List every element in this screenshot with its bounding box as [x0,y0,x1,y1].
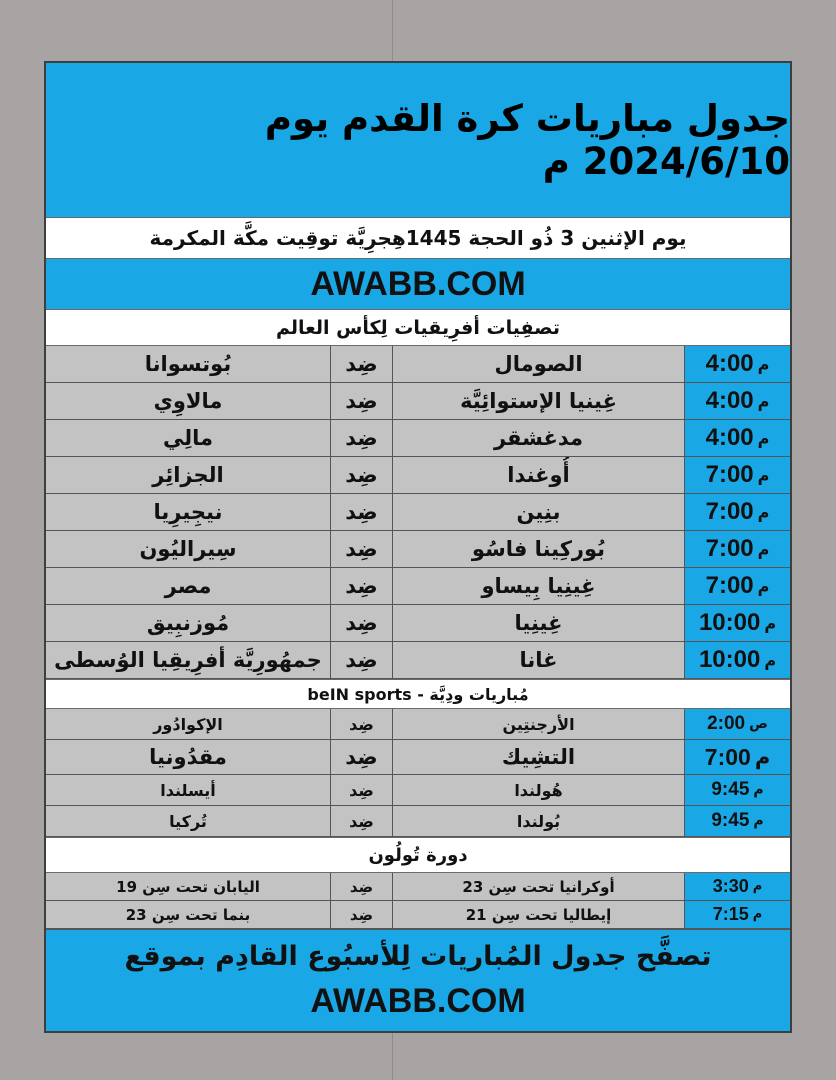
time-period: م [764,613,777,633]
versus-label: ضِد [330,806,392,836]
time-value: 4:00 [705,424,754,451]
away-team: مصر [164,574,212,598]
home-team: التشِيك [392,740,684,774]
time-period: م [757,539,770,559]
site-banner[interactable]: AWABB.COM [46,259,790,309]
time-value: 9:45 [711,810,750,831]
time-value: 7:00 [704,743,751,770]
away-team: نيجِيرِيا [153,500,223,524]
time-value: 2:00 [707,713,746,734]
section-friendlies [46,709,790,837]
versus-label: ضِد [330,420,392,456]
schedule-sheet [44,61,792,1033]
versus-label: ضِد [330,346,392,382]
match-time [684,568,790,604]
match-row [46,901,790,929]
time-period: م [764,650,777,670]
match-row [46,346,790,383]
away-team: سِيراليُون [139,537,237,561]
versus-label: ضِد [330,531,392,567]
match-time [684,346,790,382]
away-team: اليابان تحت سِن 19 [116,877,260,896]
home-team: الصومال [392,346,684,382]
away-team: الجزائِر [152,463,224,487]
time-value: 7:15 [712,904,749,924]
home-team: غِينِيا بِيساو [392,568,684,604]
match-row [46,531,790,568]
time-period: م [757,354,770,374]
match-row [46,420,790,457]
match-time [684,642,790,678]
home-team: الأرجنتِين [392,709,684,739]
time-period: م [757,428,770,448]
away-team: جمهُورِيَّة أفرِيقِيا الوُسطى [54,648,322,672]
away-team: مُوزنبِيق [146,611,230,635]
time-period: م [757,576,770,596]
time-period: م [753,813,764,829]
versus-label: ضِد [330,642,392,678]
match-row [46,568,790,605]
time-period: ص [749,716,768,732]
versus-label: ضِد [330,568,392,604]
time-value: 7:00 [705,572,754,599]
time-period: م [757,391,770,411]
match-row [46,873,790,901]
time-value: 7:00 [705,535,754,562]
home-team: إيطاليا تحت سِن 21 [392,901,684,928]
versus-label: ضِد [330,775,392,805]
home-team: أوكرانيا تحت سِن 23 [392,873,684,900]
match-row [46,740,790,775]
match-row [46,494,790,531]
match-time [684,531,790,567]
away-team: بُوتسوانا [144,352,232,376]
home-team: غِينيا الإستوائِيَّة [392,383,684,419]
date-line: يوم الإثنين 3 ذُو الحجة 1445هِجرِيَّة توقِيت مكَّة المكرمة [46,217,790,259]
time-value: 3:30 [712,876,749,896]
match-time [684,806,790,836]
time-value: 10:00 [698,609,761,636]
time-value: 9:45 [711,779,750,800]
home-team: بُوركِينا فاسُو [392,531,684,567]
versus-label: ضِد [330,457,392,493]
home-team: بنِين [392,494,684,530]
away-team: الإكوادُور [153,714,223,734]
versus-label: ضِد [330,740,392,774]
match-time [684,457,790,493]
footer-line: تصفَّح جدول المُباريات لِلأسبُوع القادِم بموقع [124,940,712,972]
match-row [46,806,790,837]
time-value: 4:00 [705,387,754,414]
away-team: مالِي [162,426,214,450]
page-title: جدول مباريات كرة القدم يوم 2024/6/10 م [46,63,790,217]
versus-label: ضِد [330,901,392,928]
match-time [684,420,790,456]
section-title-toulon: دورة تُولُون [46,837,790,873]
section-toulon [46,873,790,929]
match-row [46,775,790,806]
away-team: مالاوِي [153,389,223,413]
match-time [684,901,790,928]
section-title-wc-qualifiers: تصفِيات أفرِيقيات لِكأس العالم [46,309,790,346]
away-team: أيسلندا [160,780,216,800]
match-row [46,709,790,740]
time-value: 10:00 [698,646,761,673]
match-time [684,740,790,774]
match-time [684,605,790,641]
away-team: مقدُونيا [149,745,227,769]
time-period: م [754,745,771,769]
time-period: م [753,782,764,798]
versus-label: ضِد [330,605,392,641]
time-value: 7:00 [705,461,754,488]
match-time [684,494,790,530]
versus-label: ضِد [330,873,392,900]
section-wc-qualifiers [46,346,790,679]
time-period: م [757,502,770,522]
match-row [46,457,790,494]
versus-label: ضِد [330,383,392,419]
time-value: 7:00 [705,498,754,525]
match-row [46,605,790,642]
match-row [46,383,790,420]
home-team: غِينِيا [392,605,684,641]
time-period: م [757,465,770,485]
match-time [684,873,790,900]
away-team: بنما تحت سِن 23 [125,905,251,924]
time-period: م [752,907,763,922]
footer [46,929,790,1031]
home-team: أُوغندا [392,457,684,493]
home-team: غانا [392,642,684,678]
time-period: م [752,879,763,894]
footer-link[interactable]: AWABB.COM [310,981,526,1020]
home-team: هُولندا [392,775,684,805]
match-time [684,383,790,419]
versus-label: ضِد [330,494,392,530]
home-team: بُولندا [392,806,684,836]
time-value: 4:00 [705,350,754,377]
versus-label: ضِد [330,709,392,739]
match-row [46,642,790,679]
home-team: مدغشقر [392,420,684,456]
match-time [684,775,790,805]
match-time [684,709,790,739]
away-team: تُركيا [169,811,207,831]
section-title-friendlies: مُباريات ودِيَّة - beIN sports [46,679,790,709]
